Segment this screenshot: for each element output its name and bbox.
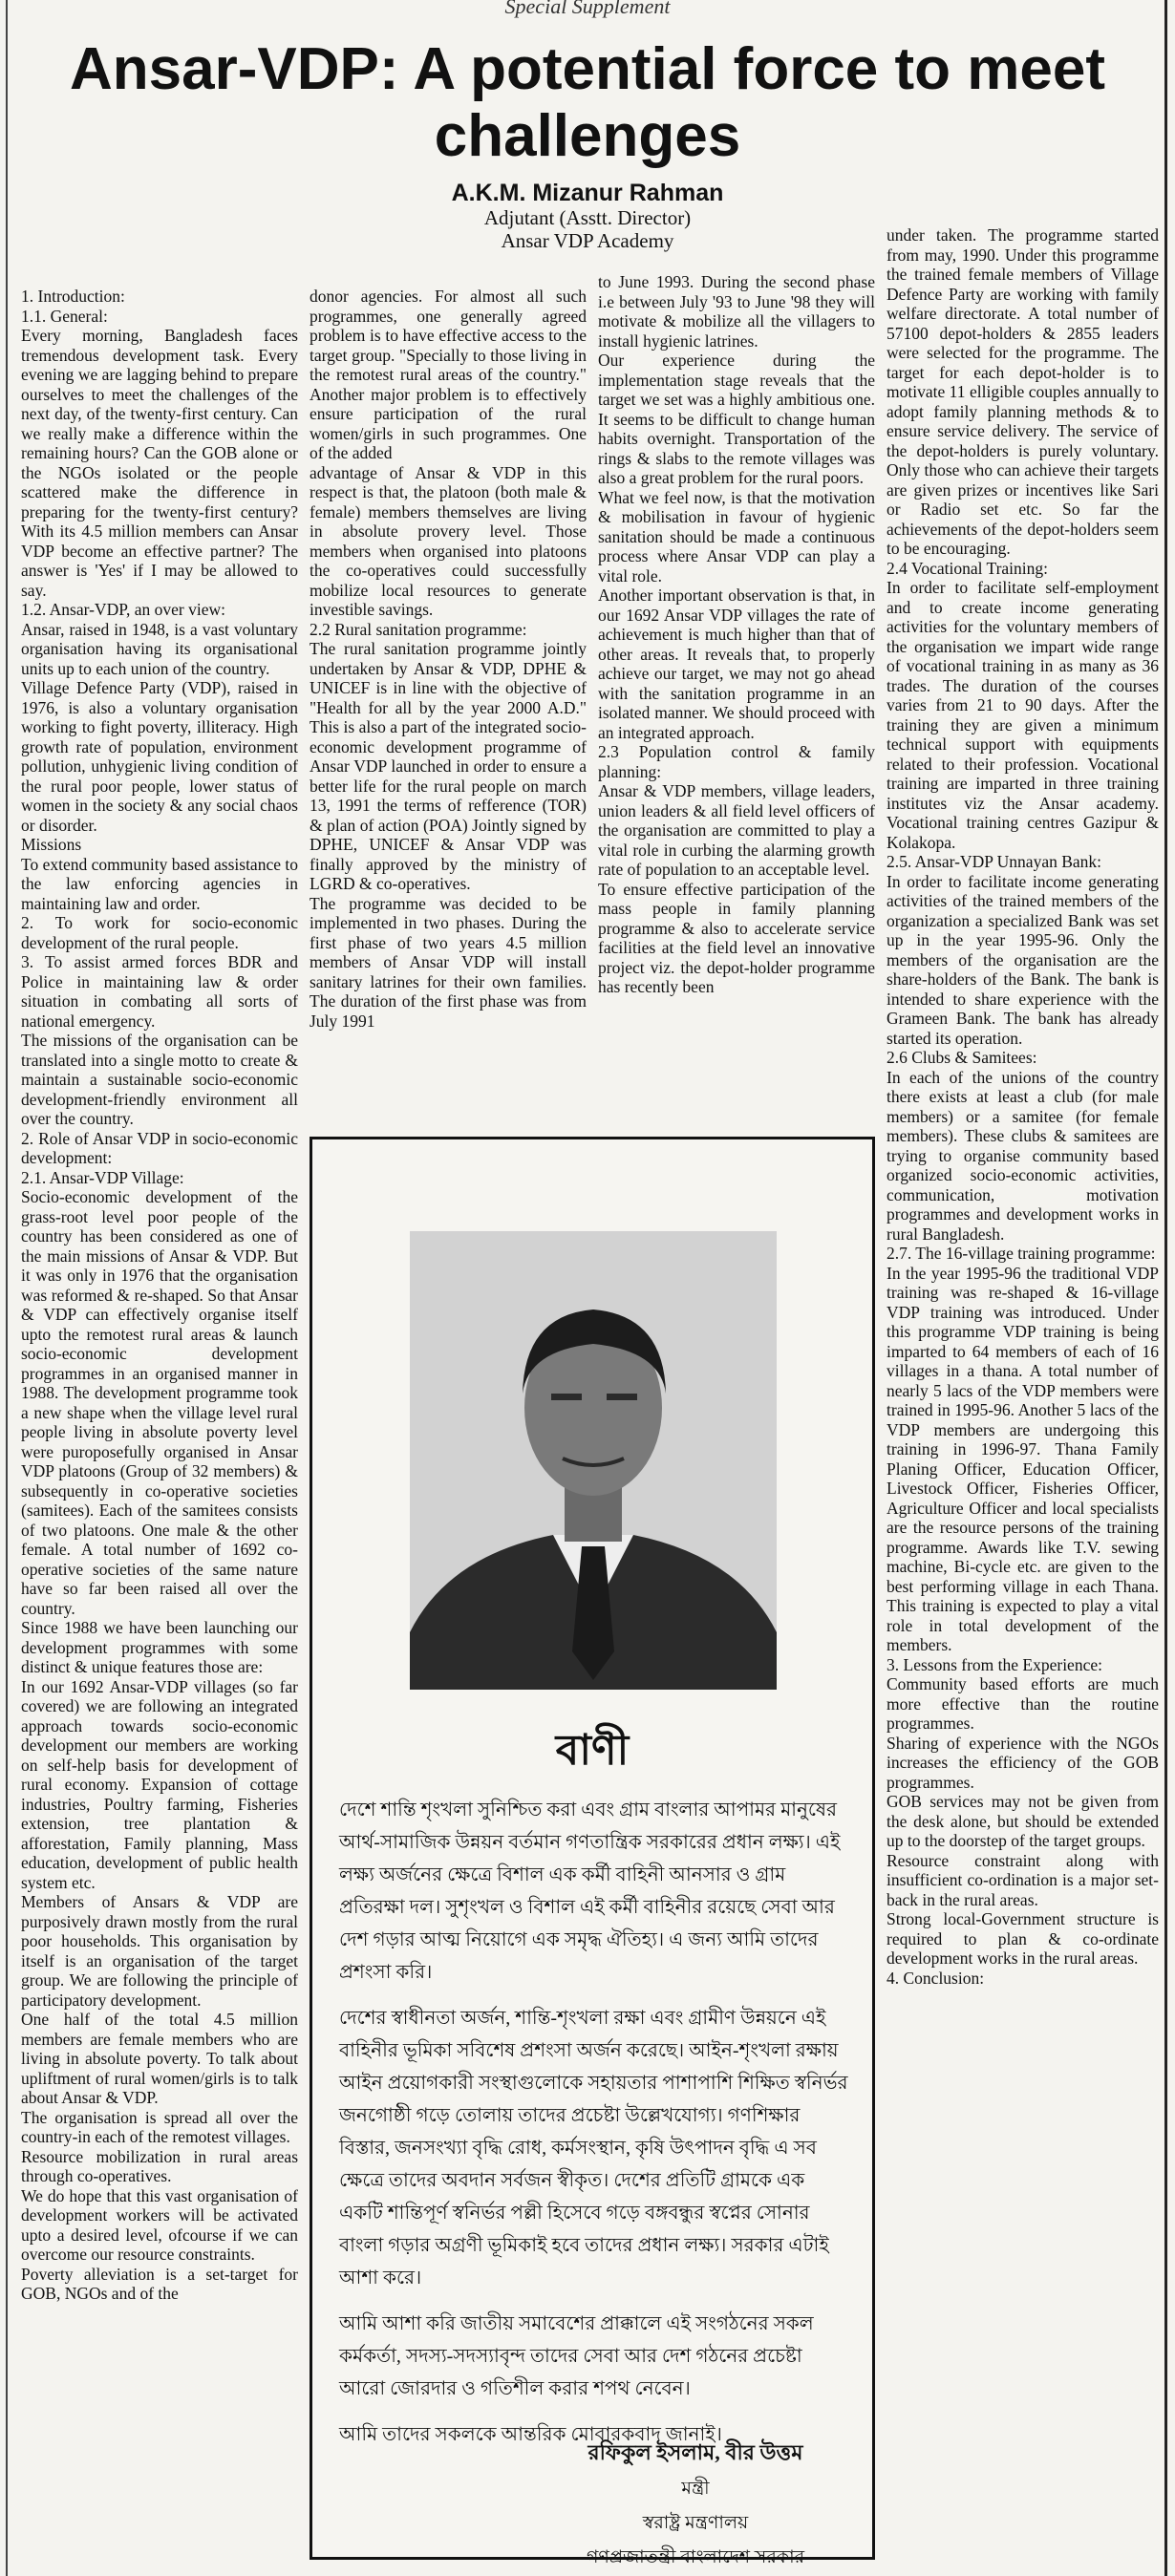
author-role: Adjutant (Asstt. Director)	[483, 206, 692, 229]
signature-block	[538, 2434, 853, 2575]
minister-message-box	[310, 1137, 875, 2567]
paragraph: Ansar, raised in 1948, is a vast voluntary organisation having its organisational units up to each union of the country.	[21, 619, 298, 678]
author-name: A.K.M. Mizanur Rahman	[451, 180, 724, 206]
paragraph: 2.6 Clubs & Samitees:	[887, 1048, 1037, 1067]
message-title: বাণী	[555, 1727, 630, 1774]
paragraph: In order to facilitate self-employment and to create income generating activities for the voluntary members of the organisation we impart wide range of vocational training in as many as 36 trades. The duration of the courses varies from 21 to 90 days. After the training they are given a minimum technical support with equipments related to their profession. Vocational training are imparted in three training institutes viz the Ansar academy. Vocational training centres Gazipur & Kolakopa.	[887, 578, 1159, 852]
paragraph: The organisation is spread all over the country-in each of the remotest villages.	[21, 2107, 298, 2146]
paragraph: In our 1692 Ansar-VDP villages (so far covered) we are following an integrated approach towards socio-economic development our members are working on self-help basis for development of rural economy. Expansion of cottage industries, Poultry farming, Fisheries extension, tree plantation & afforestation, Family planning, Mass education, development of public health system etc.	[21, 1676, 298, 1892]
paragraph: Missions	[21, 835, 82, 854]
paragraph: The missions of the organisation can be translated into a single motto to create & maintain a sustainable socio-economic development-friendly environment all over the country.	[21, 1031, 298, 1128]
section-label: Special Supplement	[504, 0, 671, 18]
paragraph: Resource constraint along with insufficient co-ordination is a major set-back in the rural areas.	[887, 1850, 1159, 1909]
message-paragraph: আমি আশা করি জাতীয় সমাবেশের প্রাক্কালে এই সংগঠনের সকল কর্মকর্তা, সদস্য-সদস্যাবৃন্দ তাদের সেবা আর দেশ গঠনের প্রচেষ্টা আরো জোরদার ও গতিশীল করার শপথ নেবেন।	[339, 2313, 814, 2399]
paragraph: Another important observation is that, in our 1692 Ansar VDP villages the rate of achievement is much higher than that of other areas. It reveals that, to properly achieve our target, we may not go ahead with the sanitation programme in an isolated manner. We should proceed with an integrated approach.	[598, 585, 875, 742]
article-column-1	[21, 287, 298, 2560]
paragraph: Socio-economic development of the grass-root level poor people of the country has been considered as one of the main missions of Ansar & VDP. But it was only in 1976 that the organisation was reformed & re-shaped. So that Ansar & VDP can effectively organise itself upto the remotest rural areas & launch socio-economic development programmes in an organised manner in 1988. The development programme took a new shape when the village level rural people living in absolute poverty level were puroposefully organised in Ansar VDP platoons (Group of 32 members) & subsequently in co-operative societies (samitees). Each of the samitees consists of two platoons. One male & the other female. A total number of 1692 co-operative societies of the same nature have so far been raised all over the country.	[21, 1187, 298, 1618]
paragraph: 2. To work for socio-economic development of the rural people.	[21, 913, 298, 952]
paragraph: In order to facilitate income generating activities of the trained members of the organization a specialized Bank was set up in the year 1995-96. Only the members of the organisation are the share-holders of the Bank. The bank is intended to share experience with the Grameen Bank. The bank has already started its operation.	[887, 871, 1159, 1048]
paragraph: 2.2 Rural sanitation programme:	[310, 619, 527, 639]
paragraph: Every morning, Bangladesh faces tremendous development task. Every evening we are lagging behind to prepare ourselves to meet the challenges of the next day, of the twenty-first century. Can we really make a difference within the remaining hours? Can the GOB alone or the NGOs isolated or the people scattered make the difference in preparing for the twenty-first century? With its 4.5 million members can Ansar VDP become an effective partner? The answer is 'Yes' if I may be allowed to say.	[21, 326, 298, 600]
message-paragraph: দেশে শান্তি শৃংখলা সুনিশ্চিত করা এবং গ্রাম বাংলার আপামর মানুষের আর্থ-সামাজিক উন্নয়ন বর্তমান গণতান্ত্রিক সরকারের প্রধান লক্ষ্য। এই লক্ষ্য অর্জনের ক্ষেত্রে বিশাল এক কর্মী বাহিনী আনসার ও গ্রাম প্রতিরক্ষা দল। সুশৃংখল ও বিশাল এই কর্মী বাহিনীর রয়েছে সেবা আর দেশ গড়ার আত্ম নিয়োগে এক সমৃদ্ধ ঐতিহ্য। এ জন্য আমি তাদের প্রশংসা করি।	[339, 1799, 841, 1983]
message-paragraph: আমি তাদের সকলকে আন্তরিক মোবারকবাদ জানাই।	[339, 2424, 722, 2445]
paragraph: To ensure effective participation of the mass people in family planning programme & also to accelerate service facilities at the field level an innovative project viz. the depot-holder programme has recently been	[598, 879, 875, 996]
paragraph: under taken. The programme started from may, 1990. Under this programme the trained female members of Village Defence Party are working with family welfare directorate. A total number of 57100 depot-holders & 2855 leaders were selected for the programme. The target for each depot-holder is to motivate 11 elligible couples annually to adopt family planning methods & to ensure service delivery. The service of the depot-holders is purely voluntary. Only those who can achieve their targets are given prizes or incentives like Sari or Radio set etc. So far the achievements of the depot-holders seem to be encouraging.	[887, 225, 1159, 558]
paragraph: 2.1. Ansar-VDP Village:	[21, 1167, 184, 1187]
paragraph: 1.2. Ansar-VDP, an over view:	[21, 600, 225, 619]
paragraph: to June 1993. During the second phase i.e between July '93 to June '98 they will motivate & mobilize all the villagers to install hygienic latrines.	[598, 272, 875, 351]
paragraph: Poverty alleviation is a set-target for GOB, NGOs and of the	[21, 2264, 298, 2303]
paragraph: Village Defence Party (VDP), raised in 1976, is also a voluntary organisation working to fight poverty, illiteracy. High growth rate of population, environment pollution, unhygienic living condition of the rural poor people, lower status of women in the society & any social chaos or disorder.	[21, 678, 298, 835]
paragraph: 2.5. Ansar-VDP Unnayan Bank:	[887, 852, 1102, 871]
left-border-rule	[6, 0, 8, 2576]
paragraph: What we feel now, is that the motivation & mobilisation in favour of hygienic sanitation should be made a continuous process where Ansar VDP can play a vital role.	[598, 487, 875, 585]
paragraph: We do hope that this vast organisation of development workers will be activated upto a desired level, ofcourse if we can overcome our resource constraints.	[21, 2185, 298, 2264]
paragraph: In the year 1995-96 the traditional VDP training was re-shaped & 16-village VDP training was introduced. Under this programme VDP training is being imparted to 64 members of each of 16 villages in a thana. A total number of nearly 5 lacs of the VDP members were trained in 1995-96. Another 5 lacs of the VDP members are undergoing this training in 1996-97. Thana Family Planing Officer, Education Officer, Livestock Officer, Fisheries Officer, Agriculture Officer and local specialists are the resource persons of the training programme. Awards like T.V. sewing machine, Bi-cycle etc. are given to the best performing village in each Thana. This training is expected to play a vital role in total development of the members.	[887, 1263, 1159, 1654]
paragraph: One half of the total 4.5 million members are female members who are living in absolute poverty. To talk about upliftment of rural women/girls is to talk about Ansar & VDP.	[21, 2010, 298, 2107]
signer-name: রফিকুল ইসলাম, বীর উত্তম	[588, 2440, 803, 2464]
paragraph: 2.3 Population control & family planning:	[598, 742, 875, 781]
paragraph: 1. Introduction:	[21, 287, 125, 306]
paragraph: 3. Lessons from the Experience:	[887, 1654, 1102, 1674]
paragraph: advantage of Ansar & VDP in this respect is that, the platoon (both male & female) members themselves are living in absolute provery level. Those members when organised into platoons the co-operatives could successfully mobilize local resources to generate investible savings.	[310, 462, 587, 619]
paragraph: GOB services may not be given from the desk alone, but should be extended up to the doorstep of the target groups.	[887, 1792, 1159, 1850]
paragraph: 3. To assist armed forces BDR and Police in maintaining law & order situation in combating all sorts of national emergency.	[21, 952, 298, 1031]
signer-ministry: স্বরাষ্ট্র মন্ত্রণালয়	[642, 2513, 749, 2533]
paragraph: Resource mobilization in rural areas through co-operatives.	[21, 2146, 298, 2185]
signer-government: গণপ্রজাতন্ত্রী বাংলাদেশ সরকার	[586, 2547, 805, 2567]
byline	[306, 180, 869, 252]
paragraph: 4. Conclusion:	[887, 1968, 985, 1988]
paragraph: In each of the unions of the country there exists at least a club (for male members) or a samitee (for female members). These clubs & samitees are trying to organise community based organized socio-economic activities, communication, motivation programmes and development works in rural Bangladesh.	[887, 1067, 1159, 1244]
paragraph: 2.4 Vocational Training:	[887, 558, 1049, 578]
right-border-rule	[1164, 0, 1167, 2576]
message-body	[339, 1794, 851, 2464]
headline: Ansar-VDP: A potential force to meet challenges	[69, 36, 1105, 169]
signer-title: মন্ত্রী	[681, 2479, 710, 2499]
paragraph: Sharing of experience with the NGOs increases the efficiency of the GOB programmes.	[887, 1733, 1159, 1792]
portrait-image	[410, 1231, 777, 1690]
article-column-3	[598, 272, 875, 1127]
paragraph: To extend community based assistance to the law enforcing agencies in maintaining law and order.	[21, 854, 298, 913]
paragraph: The programme was decided to be implemented in two phases. During the first phase of two years 4.5 million members of Ansar VDP will install sanitary latrines for their own families. The duration of the first phase was from July 1991	[310, 893, 587, 1031]
author-org: Ansar VDP Academy	[501, 229, 674, 252]
paragraph: 1.1. General:	[21, 306, 108, 326]
minister-portrait	[410, 1231, 777, 1690]
paragraph: Community based efforts are much more effective than the routine programmes.	[887, 1674, 1159, 1733]
article-column-2	[310, 287, 587, 1127]
paragraph: 2.7. The 16-village training programme:	[887, 1244, 1156, 1263]
paragraph: Strong local-Government structure is required to plan & co-ordinate development works in the rural areas.	[887, 1909, 1159, 1968]
paragraph: The rural sanitation programme jointly undertaken by Ansar & VDP, DPHE & UNICEF is in line with the objective of "Health for all by the year 2000 A.D." This is also a part of the integrated socio-economic development programme of Ansar VDP launched in order to ensure a better life for the rural people on march 13, 1991 the terms of refference (TOR) & plan of action (POA) Jointly signed by DPHE, UNICEF & Ansar VDP was finally approved by the ministry of LGRD & co-operatives.	[310, 639, 587, 893]
paragraph: Members of Ansars & VDP are purposively drawn mostly from the rural poor households. This organisation by itself is an organisation of the target group. We are following the principle of participatory development.	[21, 1892, 298, 2010]
message-paragraph: দেশের স্বাধীনতা অর্জন, শান্তি-শৃংখলা রক্ষা এবং গ্রামীণ উন্নয়নে এই বাহিনীর ভূমিকা সবিশেষ প্রশংসা অর্জন করেছে। আইন-শৃংখলা রক্ষায় আইন প্রয়োগকারী সংস্থাগুলোকে সহায়তার পাশাপাশি শিক্ষিত স্বনির্ভর জনগোষ্ঠী গড়ে তোলায় তাদের প্রচেষ্টা উল্লেখযোগ্য। গণশিক্ষার বিস্তার, জনসংখ্যা বৃদ্ধি রোধ, কর্মসংস্থান, কৃষি উৎপাদন বৃদ্ধি এ সব ক্ষেত্রে তাদের অবদান সর্বজন স্বীকৃত। দেশের প্রতিটি গ্রামকে এক একটি শান্তিপূর্ণ স্বনির্ভর পল্লী হিসেবে গড়ে বঙ্গবন্ধুর স্বপ্নের সোনার বাংলা গড়ার অগ্রণী ভূমিকাই হবে তাদের প্রধান লক্ষ্য। সরকার এটাই আশা করে।	[339, 2008, 848, 2289]
paragraph: Ansar & VDP members, village leaders, union leaders & all field level officers of the organisation are committed to play a vital role in curbing the alarming growth rate of population to an acceptable level.	[598, 781, 875, 879]
paragraph: 2. Role of Ansar VDP in socio-economic development:	[21, 1128, 298, 1167]
paragraph: Since 1988 we have been launching our development programmes with some distinct & unique features those are:	[21, 1618, 298, 1676]
article-column-4	[887, 225, 1159, 2561]
paragraph: donor agencies. For almost all such programmes, one generally agreed problem is to have effective access to the target group. "Specially to those living in the remotest rural areas of the country." Another major problem is to effectively ensure participation of the rural women/girls in such programmes. One of the added	[310, 287, 587, 462]
paragraph: Our experience during the implementation stage reveals that the target we set was a highly ambitious one. It seems to be difficult to change human habits overnight. Transportation of the rings & slabs to the remote villages was also a great problem for the rural poors.	[598, 351, 875, 487]
